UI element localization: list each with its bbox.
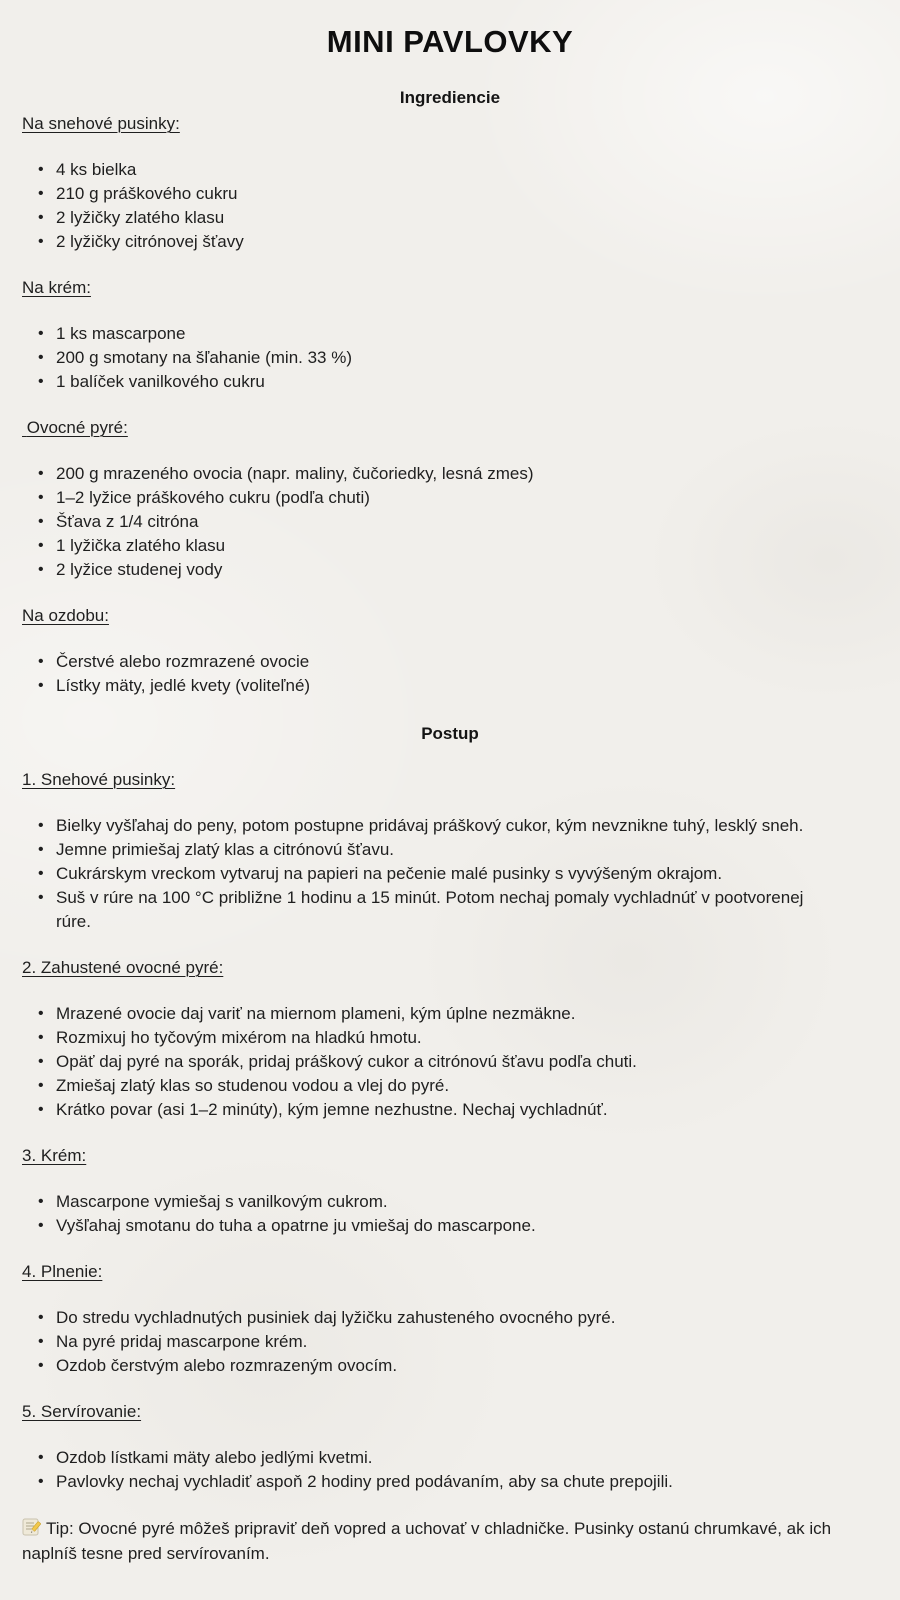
section-heading-postup: Postup	[421, 724, 479, 743]
list-item: • 1 ks mascarpone	[53, 322, 842, 346]
list-item: • Ozdob lístkami mäty alebo jedlými kvetmi.	[53, 1446, 842, 1470]
list-item: • Do stredu vychladnutých pusiniek daj lyžičku zahusteného ovocného pyré.	[53, 1306, 842, 1330]
tip-paragraph	[22, 1516, 842, 1566]
memo-icon	[22, 1518, 42, 1536]
list-item: • 1 balíček vanilkového cukru	[53, 370, 842, 394]
bullet-list	[22, 1190, 842, 1238]
list-item: • 210 g práškového cukru	[53, 182, 842, 206]
bullet-list	[22, 158, 842, 254]
bullet-list	[22, 462, 842, 582]
group-label: 4. Plnenie:	[22, 1262, 103, 1281]
list-item: • Pavlovky nechaj vychladiť aspoň 2 hodiny pred podávaním, aby sa chute prepojili.	[53, 1470, 842, 1494]
page-title: MINI PAVLOVKY	[326, 24, 574, 59]
group-label: 2. Zahustené ovocné pyré:	[22, 958, 224, 977]
tip-text: Tip: Ovocné pyré môžeš pripraviť deň vopred a uchovať v chladničke. Pusinky ostanú chrumkavé, ak ich naplníš tesne pred servírovaním.	[22, 1519, 832, 1563]
group-label: 5. Servírovanie:	[22, 1402, 142, 1421]
bullet-list	[22, 1002, 842, 1122]
bullet-list	[22, 1446, 842, 1494]
list-item: • Mrazené ovocie daj variť na miernom plameni, kým úplne nezmäkne.	[53, 1002, 842, 1026]
list-item: • Suš v rúre na 100 °C približne 1 hodinu a 15 minút. Potom nechaj pomaly vychladnúť v pootvorenej rúre.	[53, 886, 842, 934]
list-item: • Zmiešaj zlatý klas so studenou vodou a vlej do pyré.	[53, 1074, 842, 1098]
list-item: • Vyšľahaj smotanu do tuha a opatrne ju vmiešaj do mascarpone.	[53, 1214, 842, 1238]
group-label: Ovocné pyré:	[22, 418, 128, 437]
list-item: • Mascarpone vymiešaj s vanilkovým cukrom.	[53, 1190, 842, 1214]
list-item: • 200 g smotany na šľahanie (min. 33 %)	[53, 346, 842, 370]
list-item: • 2 lyžice studenej vody	[53, 558, 842, 582]
list-item: • 200 g mrazeného ovocia (napr. maliny, čučoriedky, lesná zmes)	[53, 462, 842, 486]
bullet-list	[22, 650, 842, 698]
list-item: • Krátko povar (asi 1–2 minúty), kým jemne nezhustne. Nechaj vychladnúť.	[53, 1098, 842, 1122]
group-label: Na snehové pusinky:	[22, 114, 180, 133]
recipe-content	[22, 86, 842, 1494]
bullet-list	[22, 814, 842, 934]
list-item: • 2 lyžičky citrónovej šťavy	[53, 230, 842, 254]
list-item: • Cukrárskym vreckom vytvaruj na papieri na pečenie malé pusinky s vyvýšeným okrajom.	[53, 862, 842, 886]
list-item: • 4 ks bielka	[53, 158, 842, 182]
section-heading-ingrediencie: Ingrediencie	[399, 88, 501, 107]
list-item: • Ozdob čerstvým alebo rozmrazeným ovocím.	[53, 1354, 842, 1378]
bullet-list	[22, 322, 842, 394]
bullet-list	[22, 1306, 842, 1378]
list-item: • Opäť daj pyré na sporák, pridaj práškový cukor a citrónovú šťavu podľa chuti.	[53, 1050, 842, 1074]
list-item: • Čerstvé alebo rozmrazené ovocie	[53, 650, 842, 674]
list-item: • Šťava z 1/4 citróna	[53, 510, 842, 534]
group-label: Na ozdobu:	[22, 606, 109, 625]
list-item: • Bielky vyšľahaj do peny, potom postupne pridávaj práškový cukor, kým nevznikne tuhý, lesklý sneh.	[53, 814, 842, 838]
list-item: • 1–2 lyžice práškového cukru (podľa chuti)	[53, 486, 842, 510]
group-label: Na krém:	[22, 278, 91, 297]
list-item: • Lístky mäty, jedlé kvety (voliteľné)	[53, 674, 842, 698]
list-item: • Rozmixuj ho tyčovým mixérom na hladkú hmotu.	[53, 1026, 842, 1050]
list-item: • Jemne primiešaj zlatý klas a citrónovú šťavu.	[53, 838, 842, 862]
group-label: 1. Snehové pusinky:	[22, 770, 176, 789]
list-item: • 1 lyžička zlatého klasu	[53, 534, 842, 558]
group-label: 3. Krém:	[22, 1146, 87, 1165]
list-item: • 2 lyžičky zlatého klasu	[53, 206, 842, 230]
list-item: • Na pyré pridaj mascarpone krém.	[53, 1330, 842, 1354]
